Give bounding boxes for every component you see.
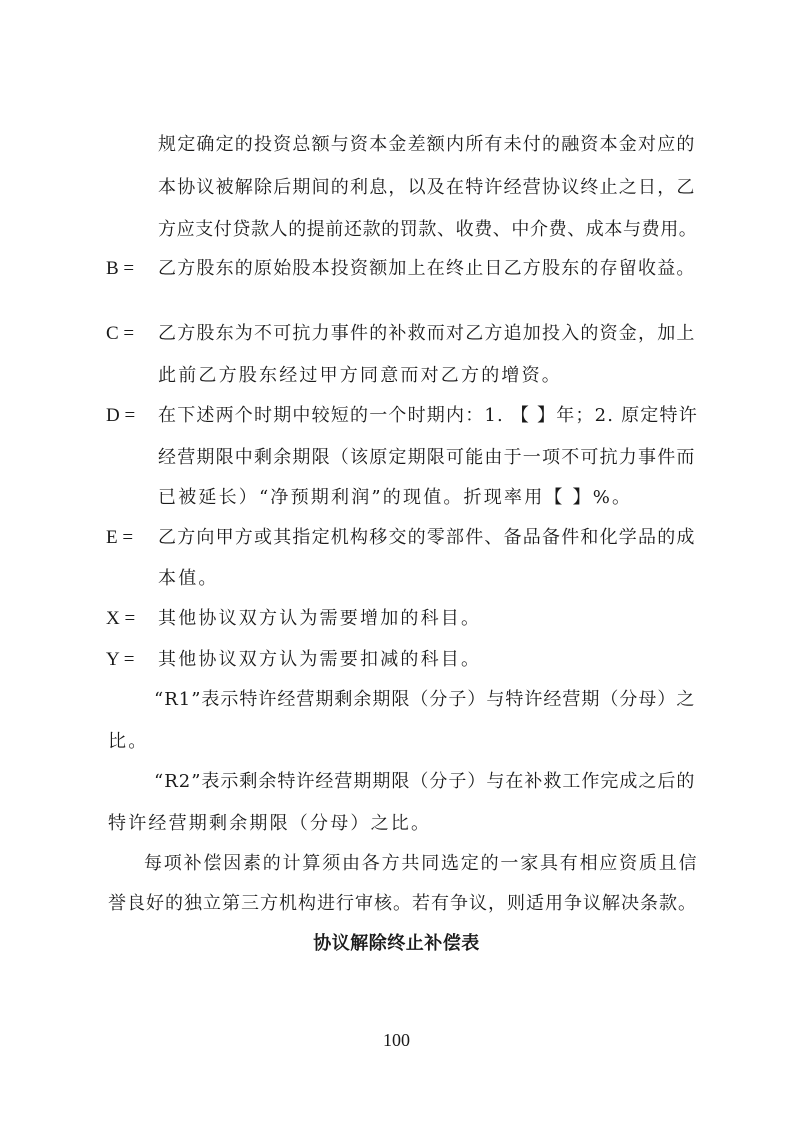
- r2-definition-line-1: “R2”表示剩余特许经营期期限（分子）与在补救工作完成之后的: [154, 771, 696, 792]
- label-d: D =: [106, 405, 136, 426]
- definition-x-line-1: 其他协议双方认为需要增加的科目。: [158, 608, 482, 629]
- review-paragraph-line-2: 誉良好的独立第三方机构进行审核。若有争议，则适用争议解决条款。: [108, 893, 697, 914]
- label-e: E =: [106, 527, 134, 548]
- definition-e-line-1: 乙方向甲方或其指定机构移交的零部件、备品备件和化学品的成: [158, 527, 696, 548]
- definition-c-line-2: 此前乙方股东经过甲方同意而对乙方的增资。: [158, 365, 562, 386]
- label-x: X =: [106, 608, 136, 629]
- definition-e-line-2: 本值。: [158, 568, 219, 589]
- definition-d-line-1: 在下述两个时期中较短的一个时期内：1. 【 】年；2. 原定特许: [158, 405, 698, 426]
- definition-y-line-1: 其他协议双方认为需要扣减的科目。: [158, 649, 482, 670]
- paragraph-a-line-3: 方应支付贷款人的提前还款的罚款、收费、中介费、成本与费用。: [158, 219, 698, 240]
- definition-c-line-1: 乙方股东为不可抗力事件的补救而对乙方追加投入的资金，加上: [158, 323, 696, 344]
- definition-b-line-1: 乙方股东的原始股本投资额加上在终止日乙方股东的存留收益。: [158, 258, 696, 279]
- label-b: B =: [106, 258, 135, 279]
- definition-d-line-2: 经营期限中剩余期限（该原定期限可能由于一项不可抗力事件而: [158, 447, 696, 468]
- r1-definition-line-1: “R1”表示特许经营期剩余期限（分子）与特许经营期（分母）之: [154, 689, 696, 710]
- r2-definition-line-2: 特许经营期剩余期限（分母）之比。: [108, 813, 432, 834]
- definition-d-line-3: 已被延长）“净预期利润”的现值。折现率用【 】%。: [158, 487, 633, 508]
- section-title: 协议解除终止补偿表: [313, 933, 480, 954]
- label-y: Y =: [106, 649, 135, 670]
- label-c: C =: [106, 323, 135, 344]
- r1-definition-line-2: 比。: [108, 731, 149, 752]
- paragraph-a-line-2: 本协议被解除后期间的利息，以及在特许经营协议终止之日，乙: [158, 177, 696, 198]
- paragraph-a-line-1: 规定确定的投资总额与资本金差额内所有未付的融资本金对应的: [158, 134, 696, 155]
- review-paragraph-line-1: 每项补偿因素的计算须由各方共同选定的一家具有相应资质且信: [144, 853, 699, 874]
- page-number: 100: [383, 1030, 410, 1050]
